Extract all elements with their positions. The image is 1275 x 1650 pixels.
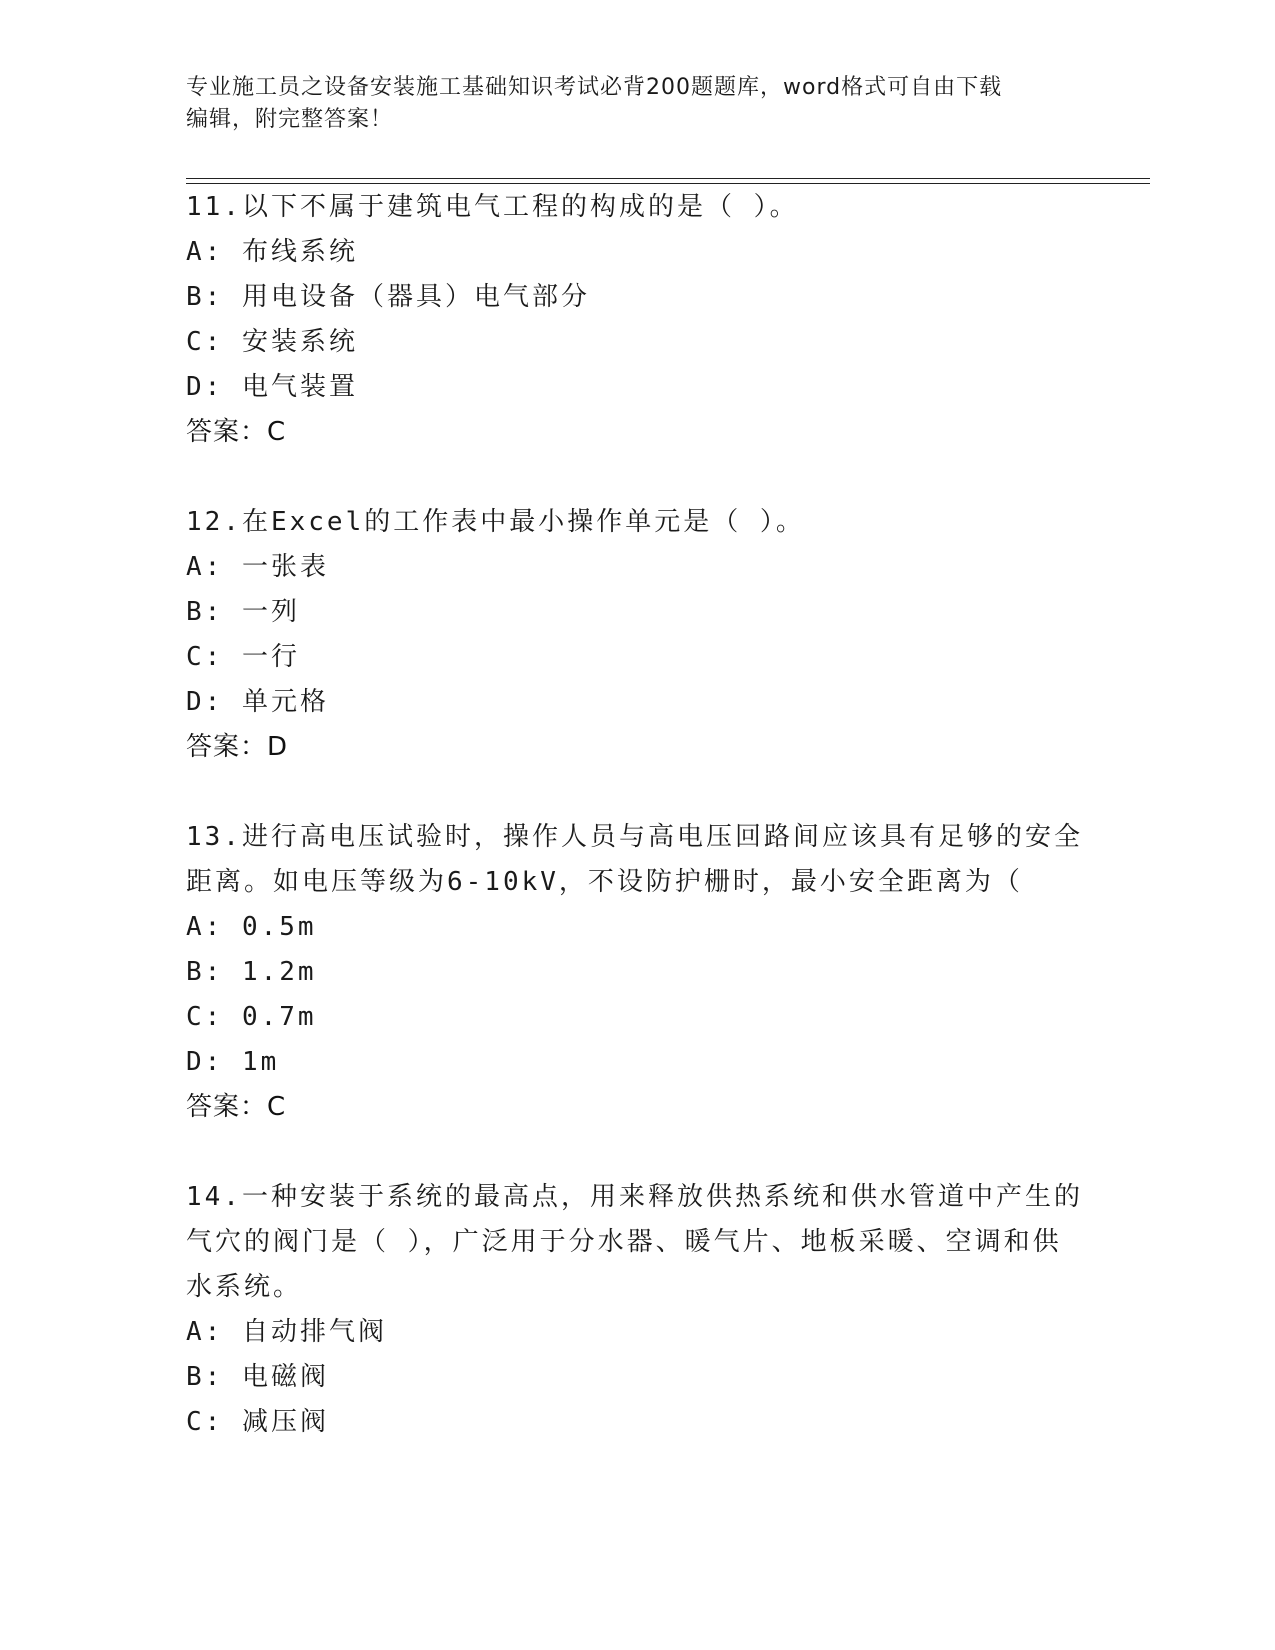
answer-line: 答案：C (186, 417, 287, 447)
option-text: 减压阀 (241, 1407, 329, 1437)
option-letter: D: (186, 1047, 224, 1077)
option-b (186, 1355, 1086, 1400)
option-text: 布线系统 (241, 237, 358, 267)
option-c (186, 320, 1086, 365)
option-letter: B: (186, 597, 224, 627)
option-letter: A: (186, 552, 224, 582)
option-text: 一行 (241, 642, 300, 672)
option-text: 一张表 (241, 552, 329, 582)
option-d (186, 680, 1086, 725)
question-block-11 (186, 185, 1086, 455)
option-text: 1.2m (241, 957, 317, 987)
question-stem: 12.在Excel的工作表中最小操作单元是（ ）。 (186, 507, 805, 537)
option-letter: B: (186, 282, 224, 312)
option-letter: A: (186, 1317, 224, 1347)
option-letter: C: (186, 1407, 224, 1437)
option-text: 单元格 (241, 687, 329, 717)
option-letter: C: (186, 642, 224, 672)
question-stem: 11.以下不属于建筑电气工程的构成的是（ ）。 (186, 192, 799, 222)
option-c (186, 1400, 1086, 1445)
question-stem-line-1: 14.一种安装于系统的最高点，用来释放供热系统和供水管道中产生的 (186, 1182, 1083, 1212)
option-a (186, 545, 1086, 590)
answer-line: 答案：C (186, 1092, 287, 1122)
option-b (186, 950, 1086, 995)
question-stem-line-2: 气穴的阀门是（ ），广泛用于分水器、暖气片、地板采暖、空调和供 (186, 1227, 1062, 1257)
question-stem-line-2: 距离。如电压等级为6-10kV，不设防护栅时，最小安全距离为（ (186, 867, 1023, 897)
option-text: 一列 (241, 597, 300, 627)
option-letter: B: (186, 1362, 224, 1392)
option-a (186, 905, 1086, 950)
option-c (186, 635, 1086, 680)
option-b (186, 590, 1086, 635)
option-text: 安装系统 (241, 327, 358, 357)
option-letter: B: (186, 957, 224, 987)
question-stem-line-3: 水系统。 (186, 1272, 303, 1302)
option-a (186, 1310, 1086, 1355)
header-line-1: 专业施工员之设备安装施工基础知识考试必背200题题库，word格式可自由下载 (186, 75, 1003, 100)
question-block-13 (186, 815, 1086, 1130)
header-divider-bottom (186, 183, 1150, 184)
option-letter: A: (186, 912, 224, 942)
option-text: 0.5m (241, 912, 317, 942)
answer-line: 答案：D (186, 732, 289, 762)
option-d (186, 365, 1086, 410)
option-letter: A: (186, 237, 224, 267)
option-text: 电气装置 (241, 372, 358, 402)
option-text: 自动排气阀 (241, 1317, 387, 1347)
option-letter: D: (186, 687, 224, 717)
option-text: 0.7m (241, 1002, 317, 1032)
option-text: 用电设备（器具）电气部分 (241, 282, 590, 312)
question-block-14 (186, 1175, 1086, 1445)
option-a (186, 230, 1086, 275)
question-block-12 (186, 500, 1086, 770)
option-d (186, 1040, 1086, 1085)
header-divider-top (186, 178, 1150, 179)
option-text: 电磁阀 (241, 1362, 329, 1392)
header-line-2: 编辑，附完整答案！ (186, 107, 394, 132)
document-header (186, 72, 1066, 136)
question-stem-line-1: 13.进行高电压试验时，操作人员与高电压回路间应该具有足够的安全 (186, 822, 1083, 852)
option-b (186, 275, 1086, 320)
option-letter: D: (186, 372, 224, 402)
option-text: 1m (241, 1047, 280, 1077)
option-letter: C: (186, 327, 224, 357)
option-letter: C: (186, 1002, 224, 1032)
option-c (186, 995, 1086, 1040)
